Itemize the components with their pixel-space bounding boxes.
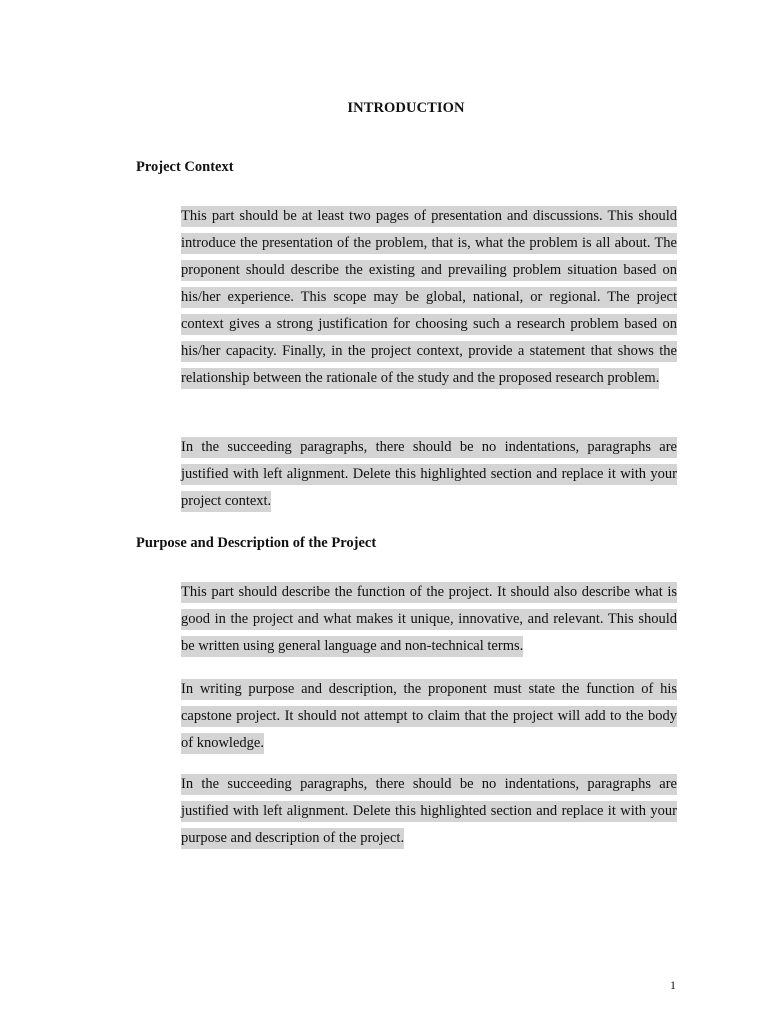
paragraph <box>181 203 677 392</box>
highlighted-text: In the succeeding paragraphs, there should be no indentations, paragraphs are justified with left alignment. Delete this highlighted section and replace it with your project context. <box>181 437 677 512</box>
highlighted-text: This part should describe the function of the project. It should also describe what is good in the project and what makes it unique, innovative, and relevant. This should be written using general language and non-technical terms. <box>181 582 677 657</box>
highlighted-text: In writing purpose and description, the proponent must state the function of his capstone project. It should not attempt to claim that the project will add to the body of knowledge. <box>181 679 677 754</box>
document-title: INTRODUCTION <box>347 100 465 116</box>
paragraph <box>181 771 677 852</box>
page-number: 1 <box>670 978 676 992</box>
section-heading-purpose-description: Purpose and Description of the Project <box>136 535 377 551</box>
section-heading-project-context: Project Context <box>136 159 234 175</box>
highlighted-text: In the succeeding paragraphs, there should be no indentations, paragraphs are justified with left alignment. Delete this highlighted section and replace it with your purpose and description of the project. <box>181 774 677 849</box>
paragraph <box>181 434 677 515</box>
highlighted-text: This part should be at least two pages of presentation and discussions. This should introduce the presentation of the problem, that is, what the problem is all about. The proponent should describe the existing and prevailing problem situation based on his/her experience. This scope may be global, national, or regional. The project context gives a strong justification for choosing such a research problem based on his/her capacity. Finally, in the project context, provide a statement that shows the relationship between the rationale of the study and the proposed research problem. <box>181 206 677 389</box>
paragraph <box>181 579 677 660</box>
paragraph <box>181 676 677 757</box>
